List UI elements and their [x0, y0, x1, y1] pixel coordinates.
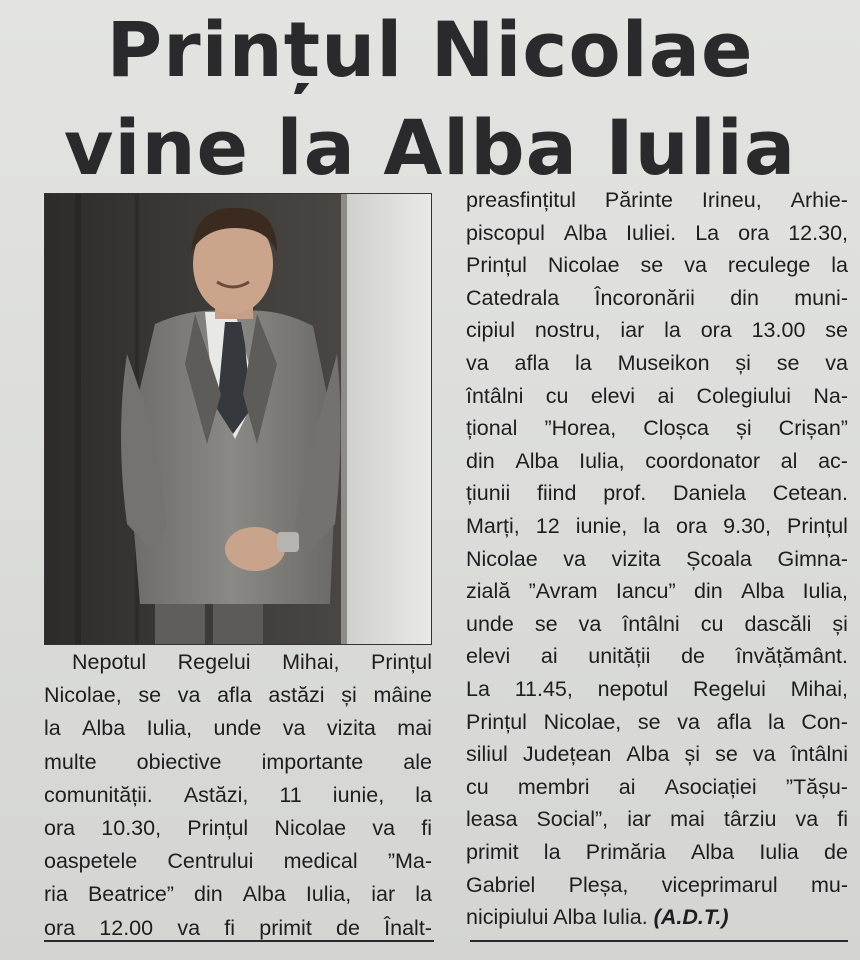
text-line: întâlni cu elevi ai Colegiului Na-	[466, 383, 848, 408]
text-line: Gabriel Pleșa, viceprimarul mu-	[466, 872, 848, 897]
bottom-rule-left	[44, 940, 434, 942]
text-line: La 11.45, nepotul Regelui Mihai,	[466, 677, 848, 701]
text-line: la Alba Iulia, unde va vizita mai	[44, 716, 432, 741]
headline-line-2: vine la Alba Iulia	[63, 103, 797, 192]
text-line: primit la Primăria Alba Iulia de	[466, 840, 848, 864]
text-line: Nicolae va vizita Școala Gimna-	[466, 546, 848, 571]
author-signature: (A.D.T.)	[653, 905, 729, 930]
text-line: piscopul Alba Iuliei. La ora 12.30,	[466, 220, 848, 245]
text-line: din Alba Iulia, coordonator al ac-	[466, 448, 848, 473]
bottom-rule-right	[470, 940, 848, 942]
text-line: țiunii fiind prof. Daniela Cetean.	[466, 481, 848, 506]
text-line: Prințul Nicolae se va reculege la	[466, 253, 848, 278]
text-line: zială ”Avram Iancu” din Alba Iulia,	[466, 579, 848, 604]
text-line: unde se va întâlni cu dascăli și	[466, 611, 848, 636]
text-line: multe obiective importante ale	[44, 749, 432, 774]
text-line: Catedrala Încoronării din muni-	[466, 285, 848, 310]
text-line: cu membri ai Asociației ”Tășu-	[466, 774, 848, 799]
article-column-left	[44, 652, 432, 952]
text-line: țional ”Horea, Cloșca și Crișan”	[466, 416, 848, 441]
text-line: nicipiului Alba Iulia. (A.D.T.)	[466, 905, 729, 930]
text-line: va afla la Museikon și se va	[466, 351, 848, 375]
text-line: Marți, 12 iunie, la ora 9.30, Prințul	[466, 514, 848, 538]
text-line: Nicolae, se va afla astăzi și mâine	[44, 683, 432, 708]
text-line: elevi ai unității de învățământ.	[466, 644, 848, 669]
text-line: oaspetele Centrului medical ”Ma-	[44, 849, 432, 874]
text-line: Nepotul Regelui Mihai, Prințul	[72, 650, 432, 674]
text-line: cipiul nostru, iar la ora 13.00 se	[466, 318, 848, 343]
text-line: preasfințitul Părinte Irineu, Arhie-	[466, 188, 848, 212]
text-line: Prințul Nicolae, se va afla la Con-	[466, 709, 848, 734]
article-photo	[44, 193, 432, 645]
headline-line-1: Prințul Nicolae	[106, 5, 754, 94]
article-column-right	[466, 190, 848, 950]
text-line: ora 10.30, Prințul Nicolae va fi	[44, 816, 432, 840]
portrait-illustration	[45, 194, 431, 644]
text-line: ora 12.00 va fi primit de Înalt-	[44, 915, 432, 940]
text-line: siliul Județean Alba și se va întâlni	[466, 742, 848, 767]
text-line: ria Beatrice” din Alba Iulia, iar la	[44, 882, 432, 907]
text-line: comunității. Astăzi, 11 iunie, la	[44, 782, 432, 807]
text-line: leasa Social”, iar mai târziu va fi	[466, 807, 848, 832]
